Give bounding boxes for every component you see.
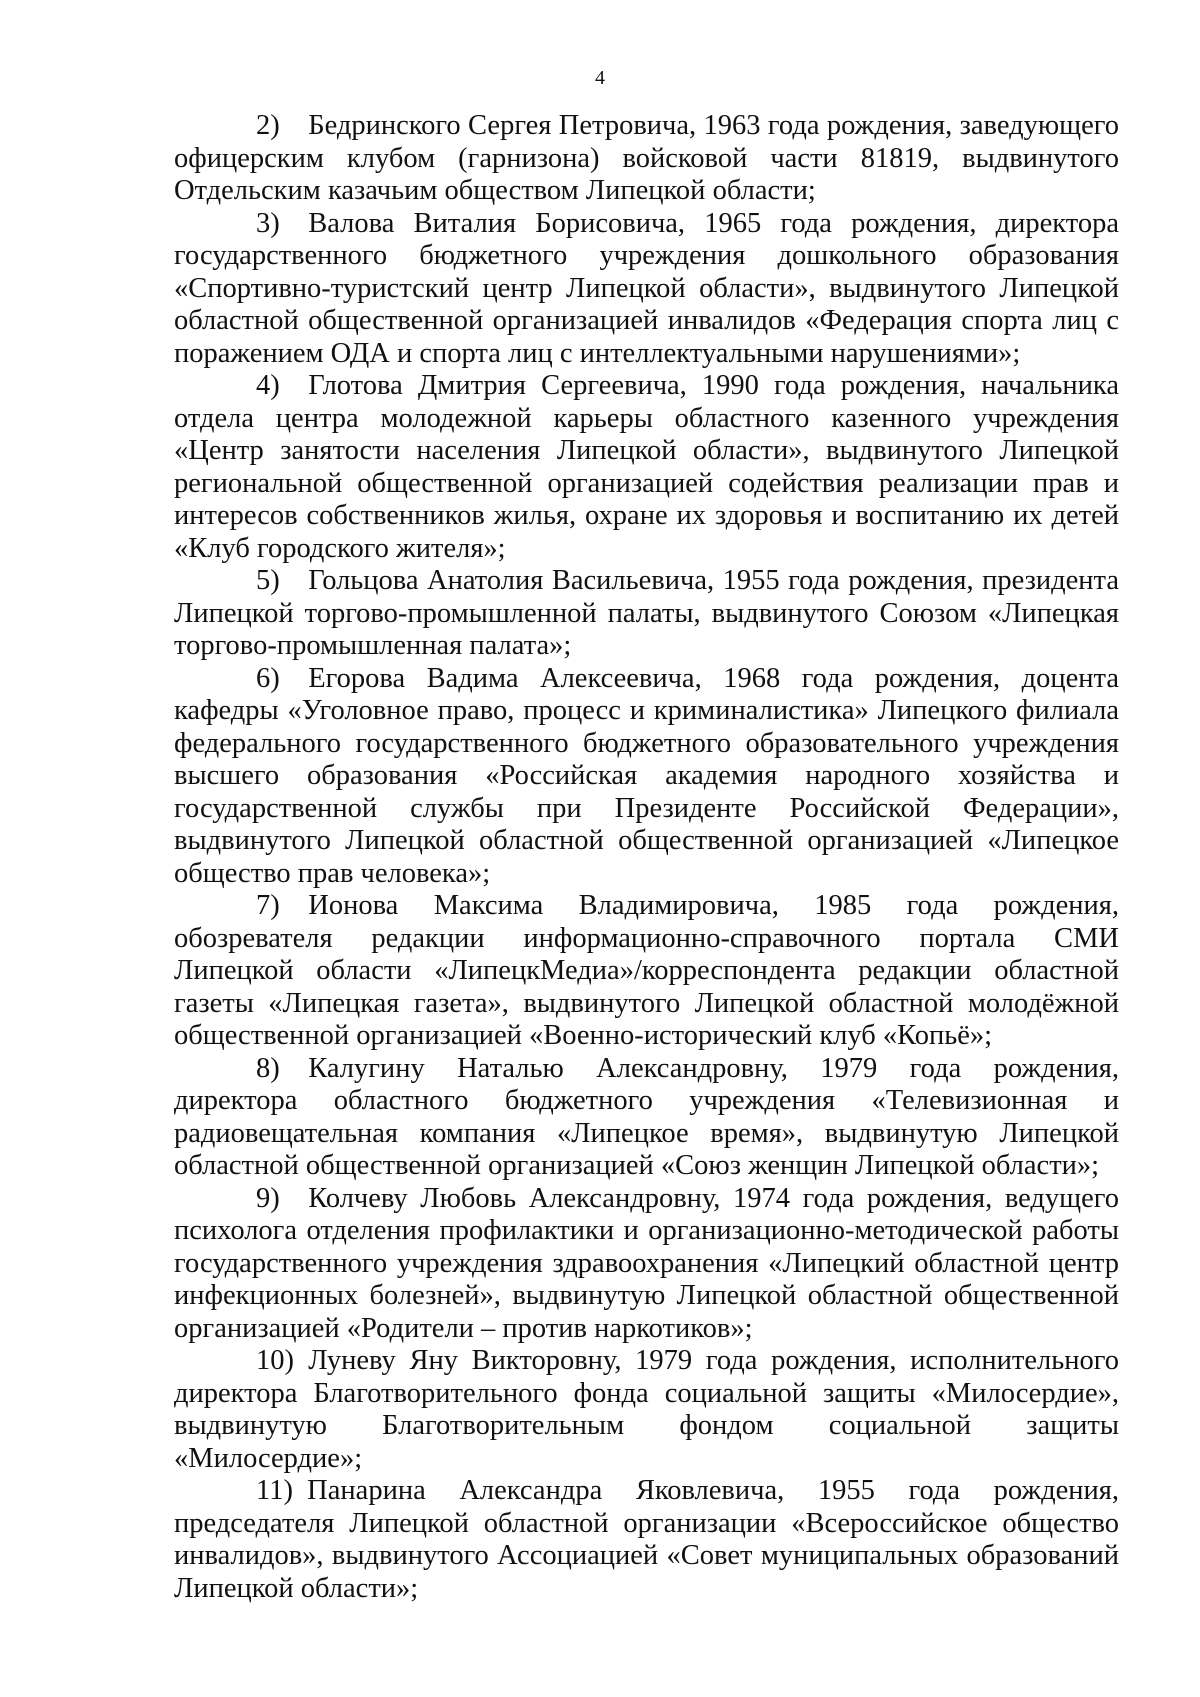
document-body bbox=[174, 110, 1119, 1605]
list-item: 7) Ионова Максима Владимировича, 1985 года рождения, обозревателя редакции информационно-справочного портала СМИ Липецкой области «ЛипецкМедиа»/корреспондента редакции областной газеты «Липецкая газета», выдвинутого Липецкой областной молодёжной общественной организацией «Военно-исторический клуб «Копьё»; bbox=[174, 890, 1119, 1051]
list-item: 5) Гольцова Анатолия Васильевича, 1955 года рождения, президента Липецкой торгово-промышленной палаты, выдвинутого Союзом «Липецкая торгово-промышленная палата»; bbox=[174, 565, 1119, 661]
list-item: 9) Колчеву Любовь Александровну, 1974 года рождения, ведущего психолога отделения профилактики и организационно-методической работы государственного учреждения здравоохранения «Липецкий областной центр инфекционных болезней», выдвинутую Липецкой областной общественной организацией «Родители – против наркотиков»; bbox=[174, 1182, 1119, 1344]
page-number: 4 bbox=[595, 67, 605, 89]
list-item: 2) Бедринского Сергея Петровича, 1963 года рождения, заведующего офицерским клубом (гарнизона) войсковой части 81819, выдвинутого Отдельским казачьим обществом Липецкой области; bbox=[174, 110, 1119, 206]
list-item: 8) Калугину Наталью Александровну, 1979 года рождения, директора областного бюджетного учреждения «Телевизионная и радиовещательная компания «Липецкое время», выдвинутую Липецкой областной общественной организацией «Союз женщин Липецкой области»; bbox=[174, 1052, 1119, 1181]
list-item: 10) Луневу Яну Викторовну, 1979 года рождения, исполнительного директора Благотворительного фонда социальной защиты «Милосердие», выдвинутую Благотворительным фондом социальной защиты «Милосердие»; bbox=[174, 1345, 1119, 1474]
list-item: 11) Панарина Александра Яковлевича, 1955 года рождения, председателя Липецкой областной организации «Всероссийское общество инвалидов», выдвинутого Ассоциацией «Совет муниципальных образований Липецкой области»; bbox=[174, 1475, 1119, 1604]
list-item: 6) Егорова Вадима Алексеевича, 1968 года рождения, доцента кафедры «Уголовное право, процесс и криминалистика» Липецкого филиала федерального государственного бюджетного образовательного учреждения высшего образования «Российская академия народного хозяйства и государственной службы при Президенте Российской Федерации», выдвинутого Липецкой областной общественной организацией «Липецкое общество прав человека»; bbox=[174, 662, 1119, 889]
list-item: 3) Валова Виталия Борисовича, 1965 года рождения, директора государственного бюджетного учреждения дошкольного образования «Спортивно-туристский центр Липецкой области», выдвинутого Липецкой областной общественной организацией инвалидов «Федерация спорта лиц с поражением ОДА и спорта лиц с интеллектуальными нарушениями»; bbox=[174, 207, 1119, 369]
list-item: 4) Глотова Дмитрия Сергеевича, 1990 года рождения, начальника отдела центра молодежной карьеры областного казенного учреждения «Центр занятости населения Липецкой области», выдвинутого Липецкой региональной общественной организацией содействия реализации прав и интересов собственников жилья, охране их здоровья и воспитанию их детей «Клуб городского жителя»; bbox=[174, 370, 1119, 564]
